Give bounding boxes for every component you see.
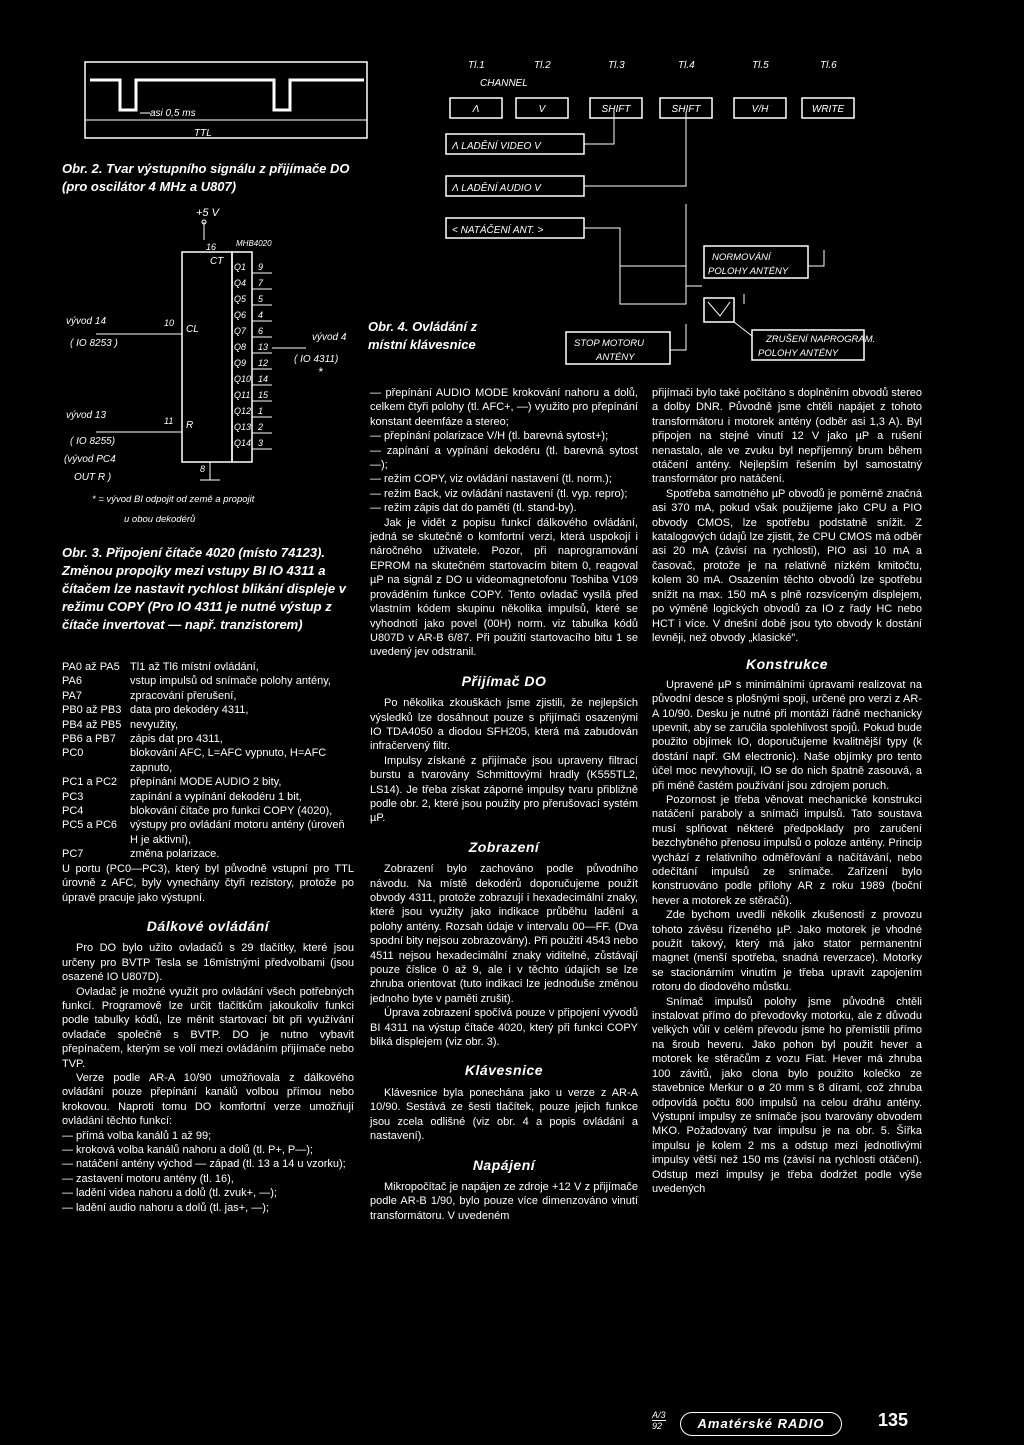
supply-label: +5 V — [196, 207, 219, 219]
heading-konstrukce: Konstrukce — [745, 656, 829, 673]
key-button-label-4: SHIFT — [671, 104, 701, 115]
pin-number: 7 — [258, 278, 264, 288]
pin-row — [62, 689, 354, 703]
svg-text:CT: CT — [210, 256, 224, 267]
pulse-width-label: asi 0,5 ms — [150, 108, 196, 119]
list-item: — režim Back, viz ovládání nastavení (tl. vyp. repro); — [370, 487, 628, 500]
row-ant: < NATÁČENÍ ANT. > — [452, 225, 544, 236]
list-item: — zastavení motoru antény (tl. 16), — [62, 1172, 234, 1185]
counter-output-q12: Q12 — [234, 406, 252, 416]
key-header-6: Tl.6 — [820, 60, 837, 71]
pin-row — [62, 703, 354, 717]
counter-output-q8: Q8 — [234, 342, 247, 352]
pin-description: data pro dekodéry 4311, — [130, 704, 249, 717]
fig3-caption: Obr. 3. Připojení čítače 4020 (místo 74123). Změnou propojky mezi vstupy BI IO 4311 a čítačem lze nastavit rychlost blikání displeje v režimu COPY (Pro IO 4311 je nutné výstup z čítače invertovat — např. tranzistorem) — [62, 545, 346, 632]
fig2-caption: Obr. 2. Tvar výstupního signálu z přijímače DO (pro oscilátor 4 MHz a U807) — [62, 161, 350, 194]
pin-name: PB6 a PB7 — [62, 733, 116, 746]
column-1: PA0 až PA5 Tl1 až Tl6 místní ovládání, PA6 vstup impulsů od snímače polohy antény, PA7 zpracování přerušení, PB0 až PB3 data pro dekodéry 4311, PB4 až PB5 nevyužity, PB6 a PB7 zápis dat pro 4311, PC0 blokování AFC, L=AFC vypnuto, H=AFC zapnuto, PC1 a PC2 přepínání MODE AUDIO 2 bity, PC3 zapínání a vypínání dekodéru 1 bit, PC4 blokování čítače pro funkci COPY (4020), PC5 a PC6 výstupy pro ovládání motoru antény (úroveň H je aktivní), PC7 změna polarizace. U portu (PC0—PC3), který byl původně vstupní pro TTL úrovně z AFC, byly vynechány čtyři rezistory, protože po úpravě pracuje jako výstupní. Dálkové ovládání Pro DO bylo užito ovladačů s 29 tlačítky, které jsou určeny pro BVTP Tesla se 16místnými předvolbami (jsou osazené IO U807D). Ovladač je možné využít pro ovládání všech potřebných funkcí. Programově lze určit tlačítkům jakoukoliv funkci podle tabulky kódů, lze měnit startovací bit při využívání ovladače společně s BVTP. DO je nutno vybavit přepínačem, kterým se volí mezi ovládáním přijímače nebo TVP. Verze podle AR-A 10/90 umožňovala z dálkového ovládání pouze přepínání kanálů volbou přímou nebo krokovou. Naproti tomu DO komfortní verze umožňují ovládání těchto funkcí: — přímá volba kanálů 1 až 99; — kroková volba kanálů nahoru a dolů (tl. P+, P—); — natáčení antény východ — západ (tl. 13 a 14 u vzorku); — zastavení motoru antény (tl. 16), — ladění videa nahoru a dolů (tl. zvuk+, —); — ladění audio nahoru a dolů (tl. jas+, —); — [62, 661, 354, 1214]
list-item: — ladění videa nahoru a dolů (tl. zvuk+, —); — [62, 1187, 277, 1200]
pin-description: výstupy pro ovládání motoru antény (úroveň H je aktivní), — [130, 819, 345, 846]
fig2-pulse-diagram — [84, 58, 370, 150]
svg-text:(vývod PC4: (vývod PC4 — [64, 454, 116, 465]
pin-row — [62, 847, 354, 861]
fig4-caption: Obr. 4. Ovládání z místní klávesnice — [368, 319, 478, 352]
norm-label-2: POLOHY ANTÉNY — [708, 266, 789, 277]
counter-output-q9: Q9 — [234, 358, 247, 368]
key-button-label-1: Λ — [472, 104, 480, 115]
key-header-5: Tl.5 — [752, 60, 769, 71]
function-list-2 — [370, 386, 638, 516]
svg-text:* = vývod BI odpojit od: * = vývod BI odpojit od země a propojit — [92, 494, 255, 505]
counter-output-q10: Q10 — [234, 374, 252, 384]
pin-name: PC3 — [62, 790, 84, 803]
svg-text:R: R — [186, 420, 194, 431]
counter-output-q11: Q11 — [234, 390, 251, 400]
svg-text:ANTÉNY: ANTÉNY — [596, 352, 635, 363]
list-item: — ladění audio nahoru a dolů (tl. jas+, —); — [62, 1201, 269, 1214]
pin-description: blokování AFC, L=AFC vypnuto, H=AFC zapnuto, — [130, 747, 327, 774]
pin-name: PA6 — [62, 675, 82, 688]
pin-description: nevyužity, — [130, 718, 179, 731]
heading-prijimac: Přijímač DO — [461, 672, 547, 689]
fig3-counter-schematic — [60, 200, 360, 530]
ttl-label: TTL — [194, 128, 212, 139]
in13-label: vývod 13 — [66, 410, 107, 421]
counter-output-q13: Q13 — [234, 422, 252, 432]
pin-name: PC7 — [62, 848, 84, 861]
col1-p1: U portu (PC0—PC3), který byl původně vstupní pro TTL úrovně z AFC, byly vynechány čtyři rezistory, protože po úpravě pracuje jako výstupní. — [62, 862, 354, 904]
pin-description: zápis dat pro 4311, — [130, 733, 223, 746]
key-header-2: Tl.2 — [534, 60, 551, 71]
key-header-1: Tl.1 — [468, 60, 485, 71]
pin-description: Tl1 až Tl6 místní ovládání, — [130, 661, 259, 673]
list-item: — přímá volba kanálů 1 až 99; — [62, 1129, 212, 1142]
pin-description: blokování čítače pro funkci COPY (4020), — [130, 805, 333, 818]
pin-number: 3 — [258, 438, 264, 448]
pin-number: 13 — [258, 342, 269, 352]
chip-label: MHB4020 — [236, 239, 272, 248]
list-item: — přepínání polarizace V/H (tl. barevná sytost+); — [370, 430, 609, 443]
pin-description: vstup impulsů od snímače polohy antény, — [130, 675, 331, 688]
pin-row — [62, 732, 354, 746]
svg-text:OUT R ): OUT R ) — [74, 472, 112, 483]
list-item: — kroková volba kanálů nahoru a dolů (tl. P+, P—); — [62, 1144, 313, 1156]
key-header-3: Tl.3 — [608, 60, 625, 71]
pin-name: PA7 — [62, 689, 82, 702]
pin-name: PB0 až PB3 — [62, 704, 122, 717]
pin-number: 9 — [258, 262, 264, 272]
pin-row — [62, 718, 354, 732]
counter-output-q14: Q14 — [234, 438, 252, 448]
brand-logo: Amatérské RADIO — [680, 1412, 842, 1436]
svg-text:10: 10 — [164, 318, 175, 328]
column-3: přijímači bylo také počítáno s doplněním obvodů stereo a dolby DNR. Původně jsme chtěli napájet z tohoto transformátoru i motorek antény (odběr asi 1,3 A). Byl připojen na stejné vinutí 12 V jako µP a rušení nenastalo, ale ve zvuku byl nepříjemný brum během otáčení antény. Nejlepším řešením byl samostatný transformátor pro natáčení. Spotřeba samotného µP obvodů je poměrně značná asi 370 mA, pokud však použijeme jako CPU a PIO obvody CMOS, lze spotřebu podstatně snížit. Z katalogových údajů lze zjistit, že CPU CMOS má odběr asi 20 mA (závisí na rychlosti), PIO asi 10 mA a časovač, protože je na relativně nízkém kmitočtu, kolem 30 mA. Osazením těchto obvodů lze spotřebu snížit na max. 150 mA s plně rozsvíceným displejem, po výměně logických obvodů za IO z řady HC nebo HCT i více. V dnešní době jsou tyto obvody k dostání levněji, než obvody „klasické". Konstrukce Upravené µP s minimálními úpravami realizovat na původní desce s plošnými spoji, určené pro verzi z AR-A 10/90. Desku je nutné při montáži řádně mechanicky upevnit, aby se zaručila spolehlivost spojů. Pokud bude použito objímek IO, doporučujeme kvalitnější typy (k dostání např. GM electronic). Naše objímky pro tento účel moc nevyhovují, IO se do nich špatně zasouvá, a při méně častém používání jsou zdrojem poruch. Pozornost je třeba věnovat mechanické konstrukci natáčení paraboly a snímači impulsů. Tato soustava musí splňovat některé předpoklady pro zaručení bezchybného přenosu impulsů o poloze antény. Princip vychází z relativního odměřování a načítávání, nebo odečítání impulsů ze snímače. Zařízení bylo konstruováno podle přílohy AR z roku 1989 (boční hever a motorek ze stěračů). Zde bychom uvedli několik zkušeností z provozu tohoto závěsu řízeného µP. Jako motorek je vhodné použít takový, který má jako stator permanentní magnet (menší spotřeba, snadná reverzace). Motorky se stacionárním vinutím je třeba upravit zapojením rotoru do diodového můstku. Snímač impulsů polohy jsme původně chtěli instalovat přímo do převodovky motorku, ale z důvodu velkých vůlí v celém převodu jsme ho přemístili přímo na šroub heveru. Jako pohon byl použit hever a motorek ke stěračům z vozu Fiat. Hever má zhruba 100 závitů, jako clona bylo použito kolečko ze stavebnice Merkur o ø 20 mm s 8 dírami, což zhruba odpovídá počtu 800 impulsů na celou dráhu antény. Výstupní impulsy ze snímače jsou tvarovány obvodem MKO. Požadovaný tvar impulsu je na obr. 5. Šířka impulsu je kolem 2 ms a odstup mezi jednotlivými impulsy větší než 150 ms (závisí na rychlosti otáčení). Odstup mezi impulsy je třeba dodržet podle výše uvedených — [652, 387, 922, 1195]
pin-description: změna polarizace. — [130, 848, 220, 861]
svg-text:16: 16 — [206, 242, 217, 252]
list-item: — režim zápis dat do paměti (tl. stand-by). — [370, 502, 577, 515]
pin-number: 12 — [258, 358, 269, 368]
counter-output-q7: Q7 — [234, 326, 247, 336]
pin-row — [62, 746, 354, 775]
in14-label: vývod 14 — [66, 316, 107, 327]
pin-name: PC1 a PC2 — [62, 776, 118, 789]
svg-text:*: * — [318, 365, 323, 379]
pin-description: zapínání a vypínání dekodéru 1 bit, — [130, 790, 302, 803]
key-header-4: Tl.4 — [678, 60, 695, 71]
pin-row — [62, 674, 354, 688]
heading-klavesnice: Klávesnice — [464, 1062, 544, 1079]
norm-label-1: NORMOVÁNÍ — [712, 252, 771, 263]
function-list — [62, 1129, 354, 1215]
key-button-label-3: SHIFT — [601, 104, 631, 115]
counter-output-q5: Q5 — [234, 294, 247, 304]
page-number: 135 — [878, 1410, 909, 1430]
column-2: — přepínání AUDIO MODE krokování nahoru a dolů, celkem čtyři polohy (tl. AFC+, —) využito pro přepínání konstant deemfáze a stereo; — přepínání polarizace V/H (tl. barevná sytost+); — zapínání a vypínání dekodéru (tl. barevná sytost —); — režim COPY, viz ovládání nastavení (tl. norm.); — režim Back, viz ovládání nastavení (tl. vyp. repro); — režim zápis dat do paměti (tl. stand-by). Jak je vidět z popisu funkcí dálkového ovládání, jedná se skutečně o komfortní verzi, která uspokojí i náročného uživatele. Pozor, při naprogramování EPROM na skutečném startovacím bitem 0, reagoval µP na signál z DO u videomagnetofonu Toshiba V109 prováděním funkce COPY. Tento ovladač vysílá před vlastním kódem skupinu několika impulsů, které se vyhodnotí jako povel (00H) norm. viz tabulka kódů U807D v AR-B 6/87. Při použití startovacího bitu 1 se uvedený jev odstranil. Přijímač DO Po několika zkouškách jsme zjistili, že nejlepších výsledků lze dosáhnout pouze s přijímači osazenými IO TDA4050 a diodou SFH205, která má zabudován infračervený filtr. Impulsy získané z přijímače jsou upraveny filtrací burstu a tvarovány Schmittovými hradly (K555TL2, LS14). Je třeba získat záporné impulsy tvaru přibližně podle obr. 2, které jsou použity pro přerušovací systém µP. Zobrazení Zobrazení bylo zachováno podle původního návodu. Na místě dekodérů doporučujeme použít obvody 4311, protože zobrazují i hexadecimální znaky, které jsou využity jako indikace průběhu ladění a polohy antény. Rozsah údaje v intervalu 00—FF. (Dva spodní bity nejsou zobrazovány). Při použití 4543 nebo 4511 nejsou hexadecimální znaky viditelné, zůstávají pouze číslice 0 až 9, ale i v těchto údajích se lze zhruba orientovat (tuto indikaci lze jednoduše změnou jednoho byte v paměti zrušit). Úprava zobrazení spočívá pouze v připojení vývodů BI 4311 na výstup čítače 4020, který při funkci COPY bliká displejem (viz obr. 3). Klávesnice Klávesnice byla ponechána jako u verze z AR-A 10/90. Sestává ze šesti tlačítek, pouze jejich funkce jsou zcela odlišné (viz obr. 4 a popis ovládání a nastavení). Napájení Mikropočítač je napájen ze zdroje +12 V z přijímače podle AR-B 1/90, bylo pouze více dimenzováno vinutí transformátoru. V uvedeném — [370, 387, 638, 1222]
row-audio: Λ LADĚNÍ AUDIO V — [452, 183, 541, 194]
pin-row — [62, 660, 354, 674]
pin-number: 2 — [258, 422, 264, 432]
svg-text:( IO 4311): ( IO 4311) — [294, 354, 339, 365]
svg-text:u obou dekodérů: u obou dekodérů — [124, 514, 196, 525]
pin-description: přepínání MODE AUDIO 2 bity, — [130, 776, 282, 789]
heading-zobrazeni: Zobrazení — [468, 838, 540, 855]
heading-dalkove: Dálkové ovládání — [146, 917, 270, 934]
issue-number: A/3 — [652, 1410, 666, 1420]
heading-napajeni: Napájení — [472, 1156, 536, 1173]
pin-row — [62, 804, 354, 818]
key-button-label-6: WRITE — [811, 104, 845, 115]
pin-number: 4 — [258, 310, 264, 320]
key-button-label-5: V/H — [751, 104, 769, 115]
pin-name: PC4 — [62, 805, 84, 818]
pin-row — [62, 775, 354, 789]
port-pin-list — [62, 660, 354, 862]
pin-number: 6 — [258, 326, 264, 336]
channel-label: CHANNEL — [480, 78, 528, 89]
key-button-label-2: V — [538, 104, 546, 115]
svg-text:STOP MOTORU: STOP MOTORU — [574, 338, 645, 349]
svg-text:( IO 8255): ( IO 8255) — [70, 436, 116, 447]
svg-text:( IO 8253 ): ( IO 8253 ) — [70, 338, 118, 349]
pin-row — [62, 818, 354, 847]
svg-text:ZRUŠENÍ NAPROGRAM.: ZRUŠENÍ NAPROGRAM. — [766, 334, 876, 345]
list-item: — natáčení antény východ — západ (tl. 13 a 14 u vzorku); — [62, 1158, 346, 1171]
list-item: — režim COPY, viz ovládání nastavení (tl. norm.); — [370, 473, 612, 486]
pin-number: 15 — [258, 390, 269, 400]
list-item: — přepínání AUDIO MODE krokování nahoru a dolů, celkem čtyři polohy (tl. AFC+, —) využito pro přepínání konstant deemfáze a stereo; — [370, 387, 638, 428]
list-item: — zapínání a vypínání dekodéru (tl. barevná sytost —); — [370, 444, 638, 472]
counter-output-q6: Q6 — [234, 310, 247, 320]
pin-number: 5 — [258, 294, 264, 304]
pin-row — [62, 790, 354, 804]
pin-description: zpracování přerušení, — [130, 689, 237, 702]
pin-name: PC0 — [62, 747, 84, 760]
pin-number: 1 — [258, 406, 264, 416]
page-footer: A/3 92 Amatérské RADIO 135 — [652, 1410, 922, 1440]
pin-number: 14 — [258, 374, 269, 384]
pin-name: PB4 až PB5 — [62, 718, 122, 731]
svg-text:POLOHY ANTÉNY: POLOHY ANTÉNY — [758, 348, 839, 359]
counter-output-q4: Q4 — [234, 278, 247, 288]
pin-name: PA0 až PA5 — [62, 661, 120, 673]
counter-output-q1: Q1 — [234, 262, 247, 272]
out4-label: vývod 4 — [312, 332, 347, 343]
row-video: Λ LADĚNÍ VIDEO V — [452, 141, 541, 152]
svg-text:11: 11 — [164, 416, 174, 426]
pin-name: PC5 a PC6 — [62, 819, 118, 832]
svg-text:CL: CL — [186, 324, 199, 335]
svg-text:8: 8 — [200, 464, 206, 474]
